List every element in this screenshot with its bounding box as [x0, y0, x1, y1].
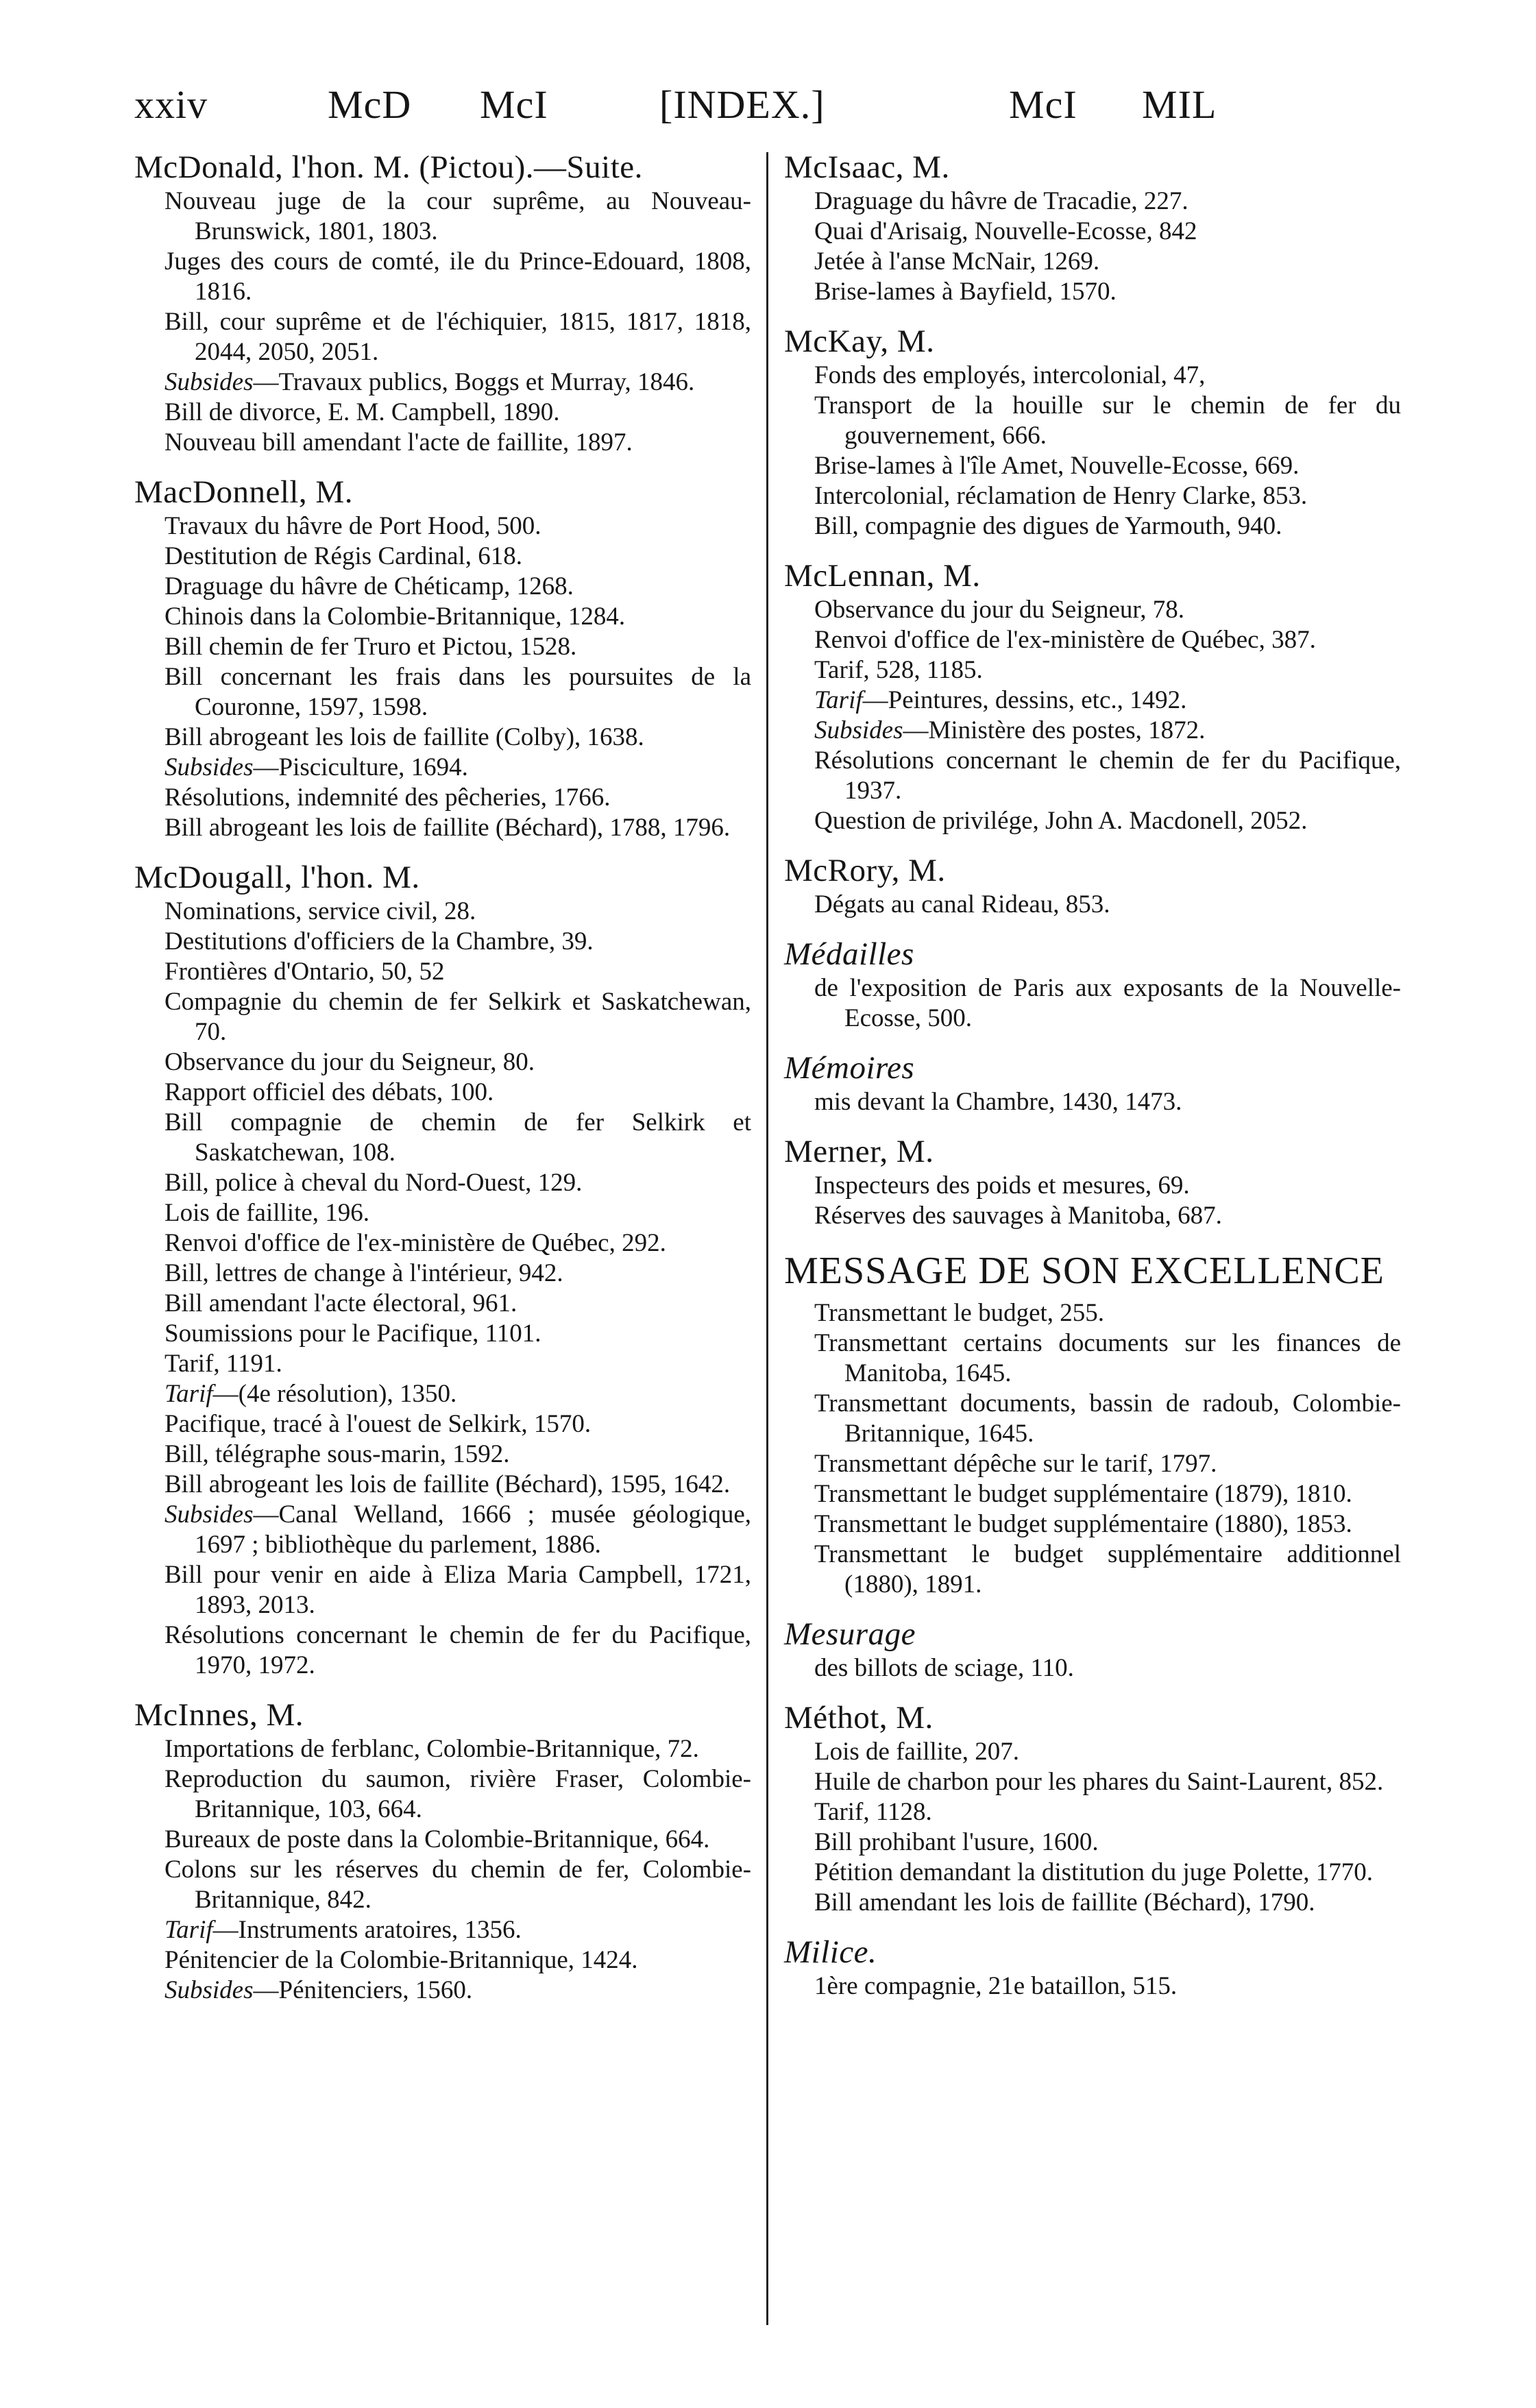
- entry-reference: [134, 1945, 751, 1975]
- reference-text: Inspecteurs des poids et mesures, 69.: [814, 1171, 1190, 1200]
- reference-text: Brise-lames à l'île Amet, Nouvelle-Ecosse, 669.: [814, 452, 1300, 480]
- entry-reference: [784, 481, 1401, 511]
- reference-text: Bill, police à cheval du Nord-Ouest, 129.: [164, 1169, 583, 1197]
- reference-text: 1ère compagnie, 21e bataillon, 515.: [814, 1972, 1178, 2000]
- reference-text: Renvoi d'office de l'ex-ministère de Québec, 292.: [164, 1229, 666, 1257]
- entry-reference: [784, 247, 1401, 277]
- reference-text: Chinois dans la Colombie-Britannique, 1284.: [164, 603, 626, 631]
- reference-text: Bill abrogeant les lois de faillite (Colby), 1638.: [164, 723, 644, 751]
- entry-reference: [784, 1888, 1401, 1918]
- entry-reference: [134, 813, 751, 843]
- index-entry: [784, 151, 1401, 307]
- reference-text: Frontières d'Ontario, 50, 52: [164, 958, 445, 986]
- entry-reference: [784, 361, 1401, 391]
- entry-reference: [134, 428, 751, 458]
- reference-text: Résolutions, indemnité des pêcheries, 1766.: [164, 783, 611, 812]
- entry-reference: [134, 1825, 751, 1855]
- reference-text: Transmettant le budget supplémentaire additionnel (1880), 1891.: [814, 1540, 1401, 1598]
- reference-text: Destitution de Régis Cardinal, 618.: [164, 542, 523, 570]
- reference-text: Pénitencier de la Colombie-Britannique, 1424.: [164, 1946, 638, 1974]
- entry-reference: [134, 1764, 751, 1825]
- entry-reference: [134, 1975, 751, 2006]
- entry-reference: [134, 186, 751, 247]
- entry-reference: [784, 451, 1401, 481]
- index-entry: [784, 325, 1401, 542]
- reference-text: Bill concernant les frais dans les poursuites de la Couronne, 1597, 1598.: [164, 663, 751, 721]
- entry-reference: [784, 1509, 1401, 1540]
- entry-heading: Merner, M.: [784, 1134, 934, 1169]
- reference-text: Pétition demandant la distitution du juge Polette, 1770.: [814, 1858, 1373, 1886]
- running-header: [0, 74, 1536, 136]
- reference-text: Colons sur les réserves du chemin de fer, Colombie-Britannique, 842.: [164, 1856, 751, 1914]
- reference-text: Bill, compagnie des digues de Yarmouth, 940.: [814, 512, 1282, 540]
- reference-text: Huile de charbon pour les phares du Saint-Laurent, 852.: [814, 1768, 1384, 1796]
- entry-reference: [134, 1379, 751, 1409]
- range-end-right: MIL: [1142, 82, 1217, 127]
- entry-reference: [784, 1171, 1401, 1201]
- reference-text: Fonds des employés, intercolonial, 47,: [814, 361, 1206, 389]
- reference-text: Reproduction du saumon, rivière Fraser, Colombie-Britannique, 103, 664.: [164, 1765, 751, 1823]
- entry-reference: [134, 957, 751, 987]
- index-title: [INDEX.]: [659, 82, 825, 127]
- entry-reference: [784, 716, 1401, 746]
- reference-text: Réserves des sauvages à Manitoba, 687.: [814, 1202, 1222, 1230]
- reference-text: Transmettant le budget supplémentaire (1879), 1810.: [814, 1480, 1352, 1508]
- reference-text: Renvoi d'office de l'ex-ministère de Québec, 387.: [814, 626, 1316, 654]
- reference-text: Compagnie du chemin de fer Selkirk et Saskatchewan, 70.: [164, 988, 751, 1046]
- entry-reference: [134, 1198, 751, 1228]
- reference-text: —Pisciculture, 1694.: [253, 753, 468, 781]
- entry-reference: [784, 1540, 1401, 1600]
- entry-heading: McDougall, l'hon. M.: [134, 860, 420, 895]
- entry-heading: Mémoires: [784, 1050, 915, 1086]
- reference-text: Bureaux de poste dans la Colombie-Britannique, 664.: [164, 1825, 710, 1853]
- entry-reference: [784, 277, 1401, 307]
- entry-reference: [134, 1734, 751, 1764]
- entry-reference: [134, 1108, 751, 1168]
- entry-reference: [784, 186, 1401, 217]
- index-entry: [134, 476, 751, 843]
- entry-reference: [134, 572, 751, 602]
- reference-text: Observance du jour du Seigneur, 78.: [814, 596, 1185, 624]
- entry-heading: McDonald, l'hon. M. (Pictou).—Suite.: [134, 149, 643, 185]
- reference-text: de l'exposition de Paris aux exposants de la Nouvelle-Ecosse, 500.: [814, 974, 1401, 1032]
- reference-text: Brise-lames à Bayfield, 1570.: [814, 278, 1117, 306]
- entry-reference: [134, 247, 751, 307]
- entry-reference: [134, 927, 751, 957]
- range-start-right: McI: [1009, 82, 1077, 127]
- entry-reference: [784, 1827, 1401, 1858]
- entry-heading: MacDonnell, M.: [134, 474, 353, 510]
- entry-reference: [134, 1500, 751, 1560]
- reference-text: Bill abrogeant les lois de faillite (Béchard), 1788, 1796.: [164, 814, 731, 842]
- reference-text: Question de privilége, John A. Macdonell, 2052.: [814, 807, 1308, 835]
- range-end-left: McI: [480, 82, 548, 127]
- reference-text: Jetée à l'anse McNair, 1269.: [814, 247, 1100, 276]
- index-entry: [134, 1699, 751, 2006]
- entry-reference: [134, 632, 751, 662]
- reference-category: Subsides: [164, 1976, 254, 2004]
- reference-text: —(4e résolution), 1350.: [212, 1380, 457, 1408]
- reference-text: Transmettant dépêche sur le tarif, 1797.: [814, 1450, 1217, 1478]
- entry-reference: [784, 1298, 1401, 1328]
- entry-reference: [134, 1319, 751, 1349]
- reference-text: —Peintures, dessins, etc., 1492.: [862, 686, 1187, 714]
- index-entry: [134, 151, 751, 458]
- reference-text: Nouveau bill amendant l'acte de faillite, 1897.: [164, 428, 633, 457]
- index-entry: [784, 938, 1401, 1034]
- index-entry: [784, 1936, 1401, 2002]
- reference-text: Nouveau juge de la cour suprême, au Nouveau-Brunswick, 1801, 1803.: [164, 187, 751, 245]
- entry-heading: Mesurage: [784, 1616, 916, 1652]
- reference-text: Travaux du hâvre de Port Hood, 500.: [164, 512, 541, 540]
- entry-reference: [784, 685, 1401, 716]
- reference-text: Transmettant le budget supplémentaire (1880), 1853.: [814, 1510, 1352, 1538]
- reference-text: —Canal Welland, 1666 ; musée géologique, 1697 ; bibliothèque du parlement, 1886.: [195, 1500, 751, 1559]
- reference-text: Transmettant documents, bassin de radoub, Colombie-Britannique, 1645.: [814, 1389, 1401, 1448]
- index-entry: [784, 1701, 1401, 1918]
- entry-heading: MESSAGE DE SON EXCELLENCE: [784, 1250, 1385, 1292]
- range-start-left: McD: [328, 82, 412, 127]
- index-entry: [784, 1051, 1401, 1117]
- reference-category: Tarif: [164, 1380, 213, 1408]
- entry-reference: [784, 1858, 1401, 1888]
- reference-category: Subsides: [814, 716, 903, 744]
- reference-text: Lois de faillite, 207.: [814, 1738, 1020, 1766]
- reference-text: Bill, lettres de change à l'intérieur, 942.: [164, 1259, 563, 1287]
- index-entry: [784, 1618, 1401, 1683]
- entry-reference: [134, 753, 751, 783]
- entry-reference: [134, 1258, 751, 1289]
- reference-text: Tarif, 1191.: [164, 1350, 282, 1378]
- reference-text: Soumissions pour le Pacifique, 1101.: [164, 1319, 541, 1348]
- reference-text: Dégats au canal Rideau, 853.: [814, 890, 1110, 919]
- entry-reference: [134, 1409, 751, 1439]
- reference-text: —Pénitenciers, 1560.: [253, 1976, 473, 2004]
- reference-text: —Travaux publics, Boggs et Murray, 1846.: [253, 368, 695, 396]
- reference-text: Intercolonial, réclamation de Henry Clarke, 853.: [814, 482, 1308, 510]
- page-number: xxiv: [134, 82, 208, 127]
- reference-text: des billots de sciage, 110.: [814, 1654, 1074, 1682]
- reference-text: Bill pour venir en aide à Eliza Maria Campbell, 1721, 1893, 2013.: [164, 1561, 751, 1619]
- reference-category: Subsides: [164, 753, 254, 781]
- reference-text: Draguage du hâvre de Chéticamp, 1268.: [164, 572, 574, 600]
- entry-reference: [784, 511, 1401, 542]
- reference-text: Transmettant certains documents sur les finances de Manitoba, 1645.: [814, 1329, 1401, 1387]
- entry-heading: McRory, M.: [784, 853, 946, 888]
- entry-heading: Méthot, M.: [784, 1700, 934, 1736]
- reference-text: Bill amendant les lois de faillite (Béchard), 1790.: [814, 1888, 1315, 1917]
- entry-heading: McInnes, M.: [134, 1697, 304, 1733]
- entry-reference: [784, 1479, 1401, 1509]
- entry-reference: [784, 1971, 1401, 2002]
- entry-reference: [784, 973, 1401, 1034]
- index-entry: [784, 1249, 1401, 1600]
- reference-text: Résolutions concernant le chemin de fer du Pacifique, 1937.: [814, 746, 1401, 805]
- reference-text: Bill amendant l'acte électoral, 961.: [164, 1289, 517, 1317]
- entry-heading: Milice.: [784, 1934, 877, 1970]
- reference-text: Observance du jour du Seigneur, 80.: [164, 1048, 535, 1076]
- entry-reference: [134, 1228, 751, 1258]
- index-entry: [784, 854, 1401, 920]
- reference-text: Quai d'Arisaig, Nouvelle-Ecosse, 842: [814, 217, 1197, 245]
- entry-reference: [134, 367, 751, 398]
- entry-reference: [784, 1449, 1401, 1479]
- entry-reference: [134, 1855, 751, 1915]
- entry-reference: [784, 391, 1401, 451]
- entry-reference: [134, 1620, 751, 1681]
- entry-reference: [784, 1201, 1401, 1231]
- entry-reference: [784, 625, 1401, 655]
- entry-reference: [134, 722, 751, 753]
- entry-reference: [784, 1737, 1401, 1767]
- reference-text: mis devant la Chambre, 1430, 1473.: [814, 1088, 1182, 1116]
- entry-reference: [784, 806, 1401, 836]
- column-divider: [766, 152, 768, 2325]
- reference-text: Destitutions d'officiers de la Chambre, 39.: [164, 927, 594, 956]
- reference-text: —Instruments aratoires, 1356.: [212, 1916, 522, 1944]
- reference-text: Lois de faillite, 196.: [164, 1199, 370, 1227]
- reference-text: Juges des cours de comté, ile du Prince-Edouard, 1808, 1816.: [164, 247, 751, 306]
- entry-reference: [134, 1078, 751, 1108]
- reference-text: Bill, télégraphe sous-marin, 1592.: [164, 1440, 510, 1468]
- entry-reference: [134, 987, 751, 1047]
- entry-reference: [784, 1328, 1401, 1389]
- entry-reference: [784, 1797, 1401, 1827]
- index-entry: [784, 559, 1401, 836]
- reference-text: —Ministère des postes, 1872.: [903, 716, 1206, 744]
- reference-category: Subsides: [164, 368, 254, 396]
- entry-heading: McLennan, M.: [784, 558, 981, 594]
- entry-reference: [784, 217, 1401, 247]
- entry-reference: [134, 1915, 751, 1945]
- reference-text: Bill prohibant l'usure, 1600.: [814, 1828, 1099, 1856]
- entry-reference: [784, 1767, 1401, 1797]
- entry-reference: [134, 897, 751, 927]
- reference-category: Subsides: [164, 1500, 254, 1529]
- reference-text: Bill compagnie de chemin de fer Selkirk et Saskatchewan, 108.: [164, 1108, 751, 1167]
- reference-text: Résolutions concernant le chemin de fer du Pacifique, 1970, 1972.: [164, 1621, 751, 1679]
- reference-text: Rapport officiel des débats, 100.: [164, 1078, 494, 1106]
- entry-reference: [134, 1047, 751, 1078]
- entry-reference: [134, 662, 751, 722]
- entry-reference: [784, 1389, 1401, 1449]
- entry-reference: [134, 1470, 751, 1500]
- reference-text: Transmettant le budget, 255.: [814, 1299, 1105, 1327]
- entry-reference: [134, 511, 751, 542]
- entry-reference: [784, 890, 1401, 920]
- entry-heading: McIsaac, M.: [784, 149, 950, 185]
- left-column: [134, 151, 751, 2023]
- entry-reference: [784, 1653, 1401, 1683]
- entry-reference: [134, 783, 751, 813]
- reference-text: Importations de ferblanc, Colombie-Britannique, 72.: [164, 1735, 699, 1763]
- reference-text: Tarif, 528, 1185.: [814, 656, 983, 684]
- reference-text: Bill de divorce, E. M. Campbell, 1890.: [164, 398, 560, 426]
- index-entry: [784, 1135, 1401, 1231]
- entry-reference: [134, 398, 751, 428]
- reference-text: Bill chemin de fer Truro et Pictou, 1528.: [164, 633, 577, 661]
- index-entry: [134, 861, 751, 1681]
- entry-reference: [134, 1560, 751, 1620]
- reference-text: Pacifique, tracé à l'ouest de Selkirk, 1570.: [164, 1410, 592, 1438]
- entry-reference: [134, 542, 751, 572]
- reference-text: Bill, cour suprême et de l'échiquier, 1815, 1817, 1818, 2044, 2050, 2051.: [164, 308, 751, 366]
- entry-reference: [134, 1289, 751, 1319]
- reference-text: Tarif, 1128.: [814, 1798, 932, 1826]
- entry-reference: [134, 602, 751, 632]
- entry-reference: [134, 307, 751, 367]
- entry-reference: [784, 655, 1401, 685]
- reference-text: Bill abrogeant les lois de faillite (Béchard), 1595, 1642.: [164, 1470, 731, 1498]
- entry-reference: [784, 746, 1401, 806]
- entry-heading: McKay, M.: [784, 324, 935, 359]
- reference-text: Nominations, service civil, 28.: [164, 897, 476, 925]
- entry-reference: [784, 595, 1401, 625]
- reference-text: Draguage du hâvre de Tracadie, 227.: [814, 187, 1188, 215]
- reference-category: Tarif: [164, 1916, 213, 1944]
- entry-reference: [784, 1087, 1401, 1117]
- entry-reference: [134, 1168, 751, 1198]
- entry-reference: [134, 1349, 751, 1379]
- entry-reference: [134, 1439, 751, 1470]
- right-column: [784, 151, 1401, 2019]
- entry-heading: Médailles: [784, 936, 914, 972]
- reference-category: Tarif: [814, 686, 863, 714]
- reference-text: Transport de la houille sur le chemin de fer du gouvernement, 666.: [814, 391, 1401, 450]
